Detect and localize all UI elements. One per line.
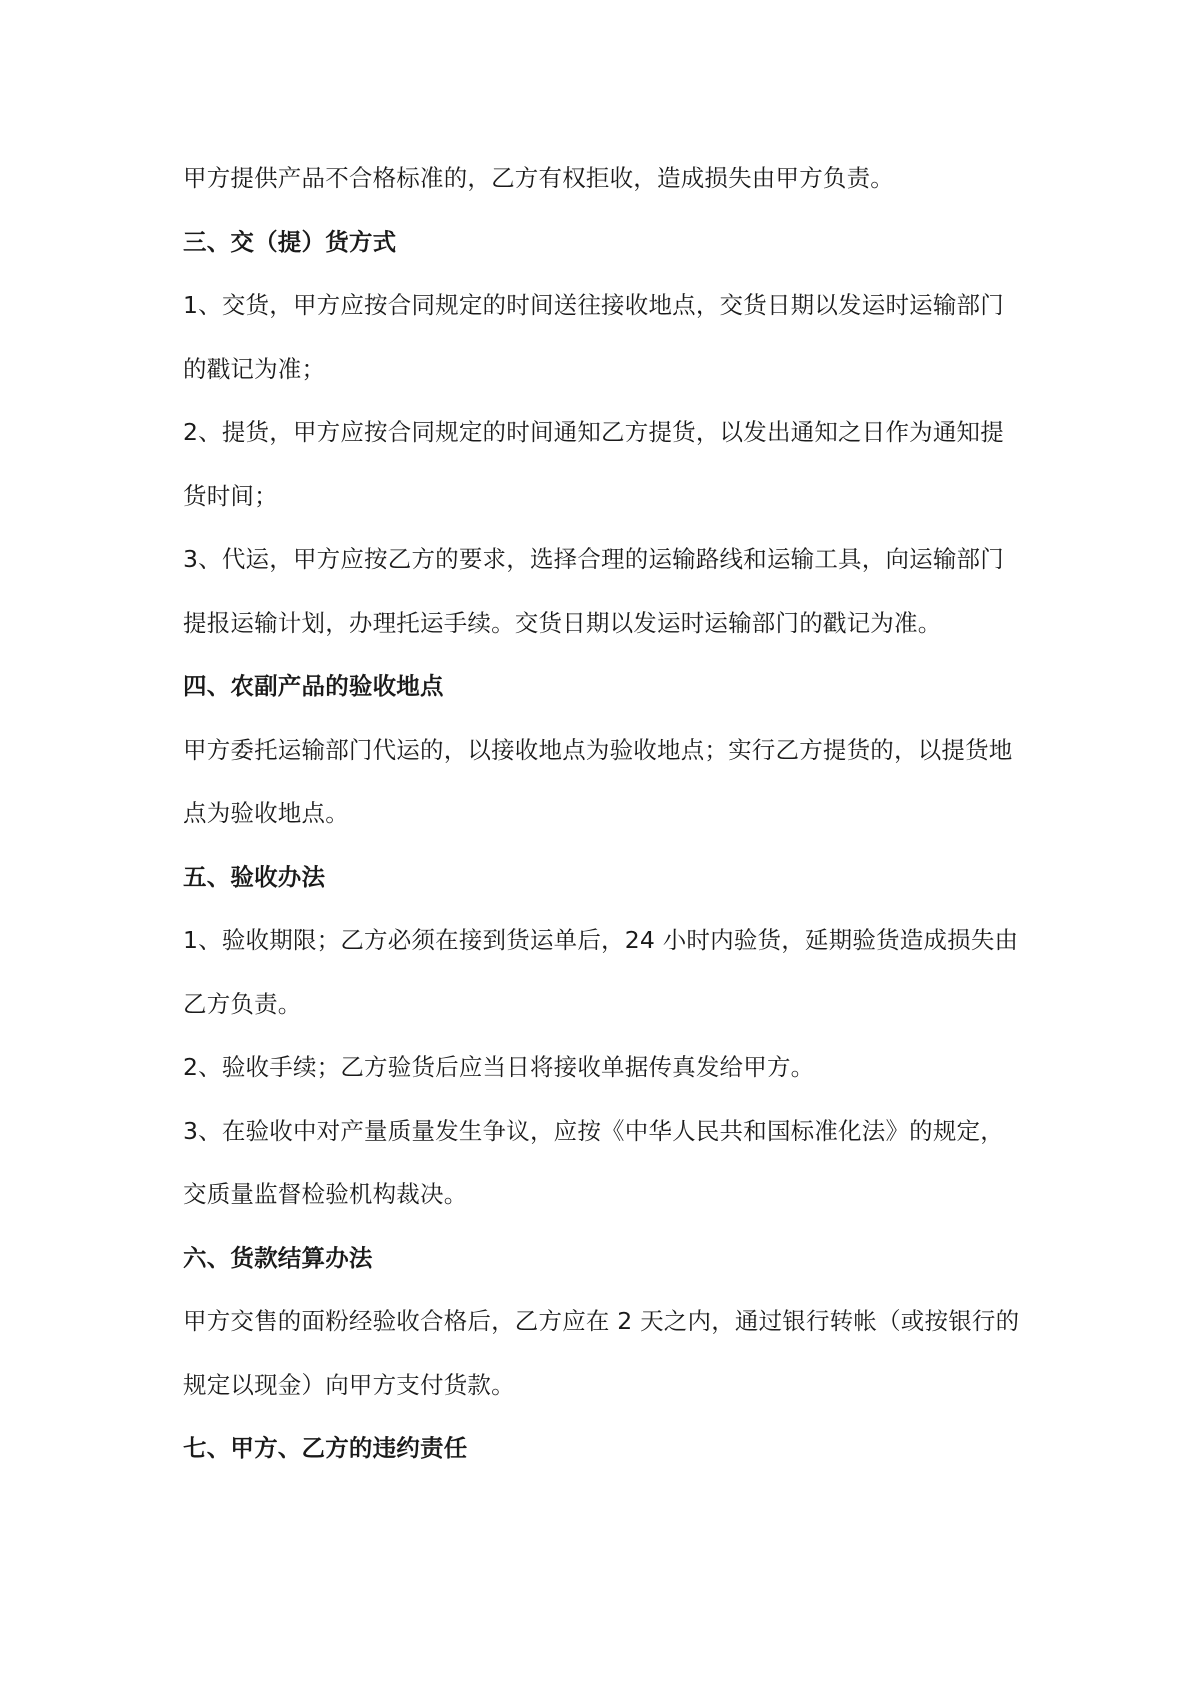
body-line: 甲方委托运输部门代运的，以接收地点为验收地点；实行乙方提货的，以提货地 [183,735,1013,764]
section-heading: 四、农副产品的验收地点 [183,672,444,700]
body-line: 3、代运，甲方应按乙方的要求，选择合理的运输路线和运输工具，向运输部门 [183,545,1004,573]
body-line: 的戳记为准； [183,354,326,383]
section-heading: 三、交（提）货方式 [183,227,397,256]
body-line: 规定以现金）向甲方支付货款。 [183,1370,515,1399]
body-line: 乙方负责。 [183,989,302,1018]
body-line: 甲方提供产品不合格标准的，乙方有权拒收，造成损失由甲方负责。 [183,164,894,192]
body-line: 货时间； [183,481,278,510]
body-line: 2、验收手续；乙方验货后应当日将接收单据传真发给甲方。 [183,1053,815,1081]
section-heading: 五、验收办法 [183,862,326,891]
body-line: 点为验收地点。 [183,799,349,827]
body-line: 交质量监督检验机构裁决。 [183,1180,468,1208]
document-body [183,155,1033,1489]
section-heading: 六、货款结算办法 [183,1243,373,1272]
body-line: 甲方交售的面粉经验收合格后，乙方应在 2 天之内，通过银行转帐（或按银行的 [183,1307,1020,1335]
body-line: 1、验收期限；乙方必须在接到货运单后，24 小时内验货，延期验货造成损失由 [183,926,1019,954]
body-line: 提报运输计划，办理托运手续。交货日期以发运时运输部门的戳记为准。 [183,608,942,637]
section-heading: 七、甲方、乙方的违约责任 [183,1434,468,1462]
body-line: 1、交货，甲方应按合同规定的时间送往接收地点，交货日期以发运时运输部门 [183,291,1004,319]
body-line: 3、在验收中对产量质量发生争议，应按《中华人民共和国标准化法》的规定， [183,1116,1004,1145]
body-line: 2、提货，甲方应按合同规定的时间通知乙方提货，以发出通知之日作为通知提 [183,418,1004,446]
